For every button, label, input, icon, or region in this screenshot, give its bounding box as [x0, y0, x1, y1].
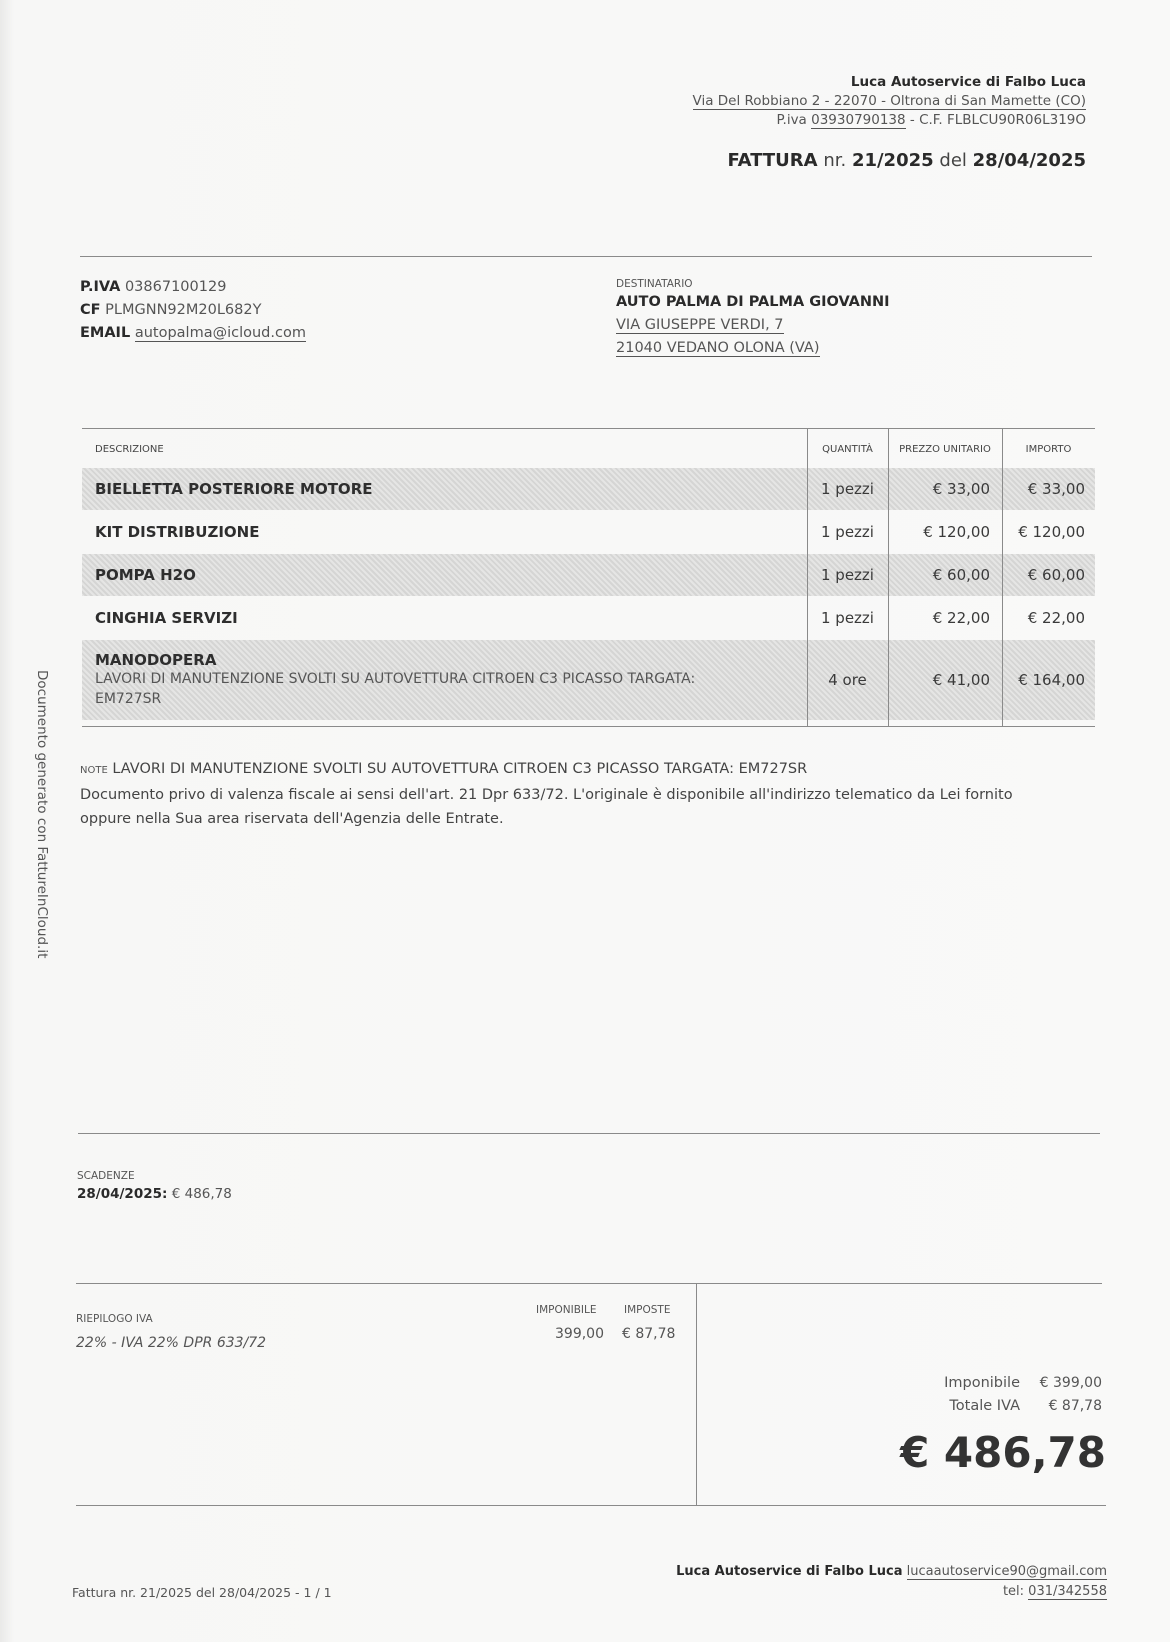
totals-iva-value: € 87,78 [1048, 1398, 1102, 1414]
invoice-date: 28/04/2025 [972, 150, 1086, 171]
customer-email[interactable]: autopalma@icloud.com [134, 325, 306, 341]
side-generated-text: Documento generato con FattureInCloud.it [34, 670, 50, 959]
issuer-piva-label: P.iva [776, 112, 807, 128]
issuer-address-line [693, 93, 1087, 109]
header-unit-price: PREZZO UNITARIO [899, 443, 991, 455]
customer-email-label: EMAIL [80, 325, 131, 341]
recipient-block [616, 277, 890, 360]
row-unit-price: € 22,00 [932, 609, 990, 627]
table-col-divider [888, 428, 889, 726]
row-amount: € 120,00 [1018, 523, 1085, 541]
row-quantity: 1 pezzi [821, 523, 874, 541]
table-col-divider [1002, 428, 1003, 726]
header-quantity: QUANTITÀ [822, 443, 873, 455]
table-top-border [82, 428, 1095, 429]
notes-line3: oppure nella Sua area riservata dell'Agenzia delle Entrate. [80, 811, 504, 827]
row-description: MANODOPERA [95, 651, 217, 669]
customer-piva-line [80, 276, 306, 299]
recipient-label: DESTINATARIO [616, 278, 693, 290]
vat-imposte-value: € 87,78 [622, 1326, 676, 1342]
table-bottom-border [82, 726, 1095, 727]
row-quantity: 1 pezzi [821, 609, 874, 627]
customer-ids [80, 276, 306, 345]
header-amount: IMPORTO [1025, 443, 1072, 455]
footer-tel-line [1003, 1584, 1107, 1599]
divider-top [80, 256, 1092, 257]
row-detail-line2: EM727SR [95, 691, 162, 707]
recipient-street: VIA GIUSEPPE VERDI, 7 [616, 317, 784, 333]
customer-piva-label: P.IVA [80, 279, 121, 295]
vat-imponibile-value: 399,00 [555, 1326, 604, 1342]
divider-deadlines [78, 1133, 1100, 1134]
invoice-title-word: FATTURA [727, 150, 818, 171]
notes-line1: LAVORI DI MANUTENZIONE SVOLTI SU AUTOVETTURA CITROEN C3 PICASSO TARGATA: EM727SR [112, 761, 808, 777]
notes-block [80, 757, 1080, 831]
row-amount: € 22,00 [1027, 609, 1085, 627]
footer-email[interactable]: lucaautoservice90@gmail.com [906, 1564, 1107, 1579]
vat-imposte-label: IMPOSTE [624, 1304, 671, 1316]
recipient-city: 21040 VEDANO OLONA (VA) [616, 340, 820, 356]
row-amount: € 33,00 [1027, 480, 1085, 498]
footer-page-ref: Fattura nr. 21/2025 del 28/04/2025 - 1 / 1 [72, 1585, 332, 1600]
invoice-nr-label: nr. [823, 150, 847, 171]
divider-bottom [76, 1505, 1106, 1506]
totals-imponibile-value: € 399,00 [1039, 1375, 1102, 1391]
deadline-amount: € 486,78 [171, 1186, 232, 1202]
header-description: DESCRIZIONE [95, 443, 164, 455]
table-header-row [82, 430, 1095, 468]
row-description: POMPA H2O [95, 566, 196, 584]
footer-company-line [676, 1564, 1107, 1579]
divider-summary [76, 1283, 1102, 1284]
invoice-del-label: del [939, 150, 967, 171]
recipient-name: AUTO PALMA DI PALMA GIOVANNI [616, 294, 890, 310]
issuer-name: Luca Autoservice di Falbo Luca [850, 74, 1086, 90]
row-description-block [82, 640, 807, 720]
invoice-title [727, 150, 1086, 171]
row-quantity: 4 ore [828, 671, 867, 689]
row-unit-price: € 41,00 [932, 671, 990, 689]
table-col-divider [807, 428, 808, 726]
grand-total: € 486,78 [900, 1428, 1106, 1477]
table-row [82, 640, 1095, 720]
row-quantity: 1 pezzi [821, 480, 874, 498]
footer-tel-label: tel: [1002, 1584, 1025, 1599]
issuer-address: Via Del Robbiano 2 - 22070 - Oltrona di San Mamette (CO) [692, 93, 1086, 109]
row-description: CINGHIA SERVIZI [95, 609, 238, 627]
deadlines-line [77, 1186, 232, 1202]
table-row [82, 554, 1095, 596]
customer-cf-line [80, 299, 306, 322]
footer-tel[interactable]: 031/342558 [1028, 1584, 1107, 1599]
table-row [82, 596, 1095, 640]
customer-email-line [80, 322, 306, 345]
totals-imponibile-label: Imponibile [944, 1375, 1020, 1391]
summary-col-divider [696, 1283, 697, 1505]
issuer-cf: - C.F. FLBLCU90R06L319O [909, 112, 1086, 128]
table-row [82, 468, 1095, 510]
row-amount: € 60,00 [1027, 566, 1085, 584]
row-unit-price: € 60,00 [932, 566, 990, 584]
customer-cf: PLMGNN92M20L682Y [105, 302, 262, 318]
notes-label: NOTE [80, 765, 108, 776]
notes-line2: Documento privo di valenza fiscale ai sensi dell'art. 21 Dpr 633/72. L'originale è disponibile all'indirizzo telematico da Lei fornito [80, 787, 1013, 803]
row-unit-price: € 33,00 [932, 480, 990, 498]
vat-summary-label: RIEPILOGO IVA [76, 1313, 153, 1325]
customer-piva: 03867100129 [124, 279, 227, 295]
vat-imponibile-label: IMPONIBILE [536, 1304, 597, 1316]
row-quantity: 1 pezzi [821, 566, 874, 584]
invoice-number: 21/2025 [851, 150, 934, 171]
row-description: KIT DISTRIBUZIONE [95, 523, 260, 541]
footer-company: Luca Autoservice di Falbo Luca [676, 1564, 903, 1579]
deadlines-label: SCADENZE [77, 1170, 135, 1182]
issuer-tax-line [776, 112, 1086, 128]
deadline-date: 28/04/2025: [77, 1186, 168, 1202]
table-row [82, 510, 1095, 554]
totals-iva-label: Totale IVA [949, 1398, 1020, 1414]
customer-cf-label: CF [80, 302, 101, 318]
items-table [82, 430, 1095, 720]
row-detail-line1: LAVORI DI MANUTENZIONE SVOLTI SU AUTOVETTURA CITROEN C3 PICASSO TARGATA: [95, 671, 696, 687]
row-description: BIELLETTA POSTERIORE MOTORE [95, 480, 373, 498]
row-amount: € 164,00 [1018, 671, 1085, 689]
row-unit-price: € 120,00 [923, 523, 990, 541]
issuer-piva: 03930790138 [811, 112, 906, 128]
vat-rate: 22% - IVA 22% DPR 633/72 [76, 1335, 267, 1351]
